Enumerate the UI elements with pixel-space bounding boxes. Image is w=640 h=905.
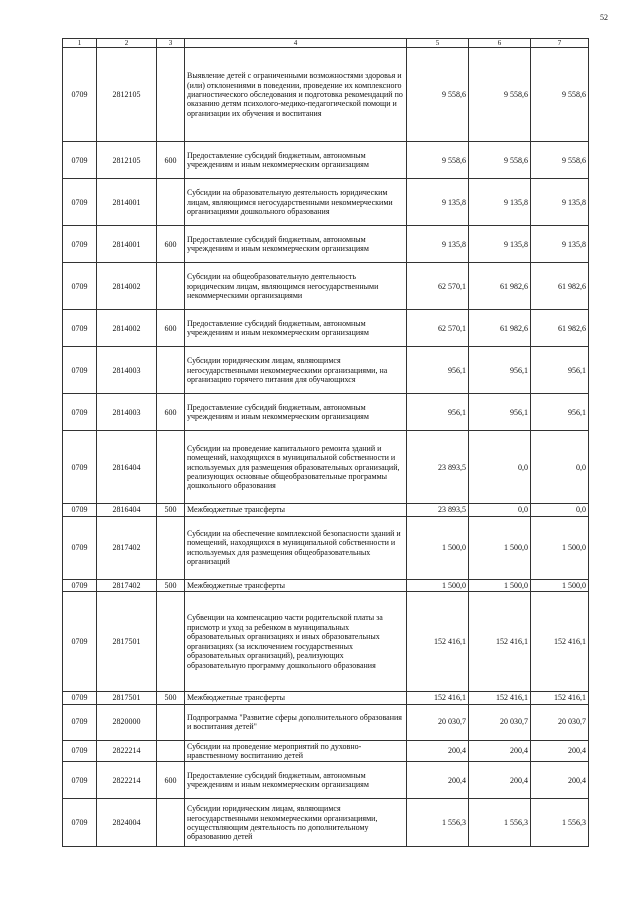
amount-year1-cell: 62 570,1 xyxy=(407,263,469,310)
target-article-cell: 2817501 xyxy=(97,692,157,704)
description-cell: Предоставление субсидий бюджетным, автономным учреждениям и иным некоммерческим организациям xyxy=(185,310,407,347)
description-cell: Межбюджетные трансферты xyxy=(185,504,407,516)
amount-year1-cell: 23 893,5 xyxy=(407,504,469,516)
description-cell: Субсидии на общеобразовательную деятельность юридическим лицам, являющимся негосударственными некоммерческими организациями xyxy=(185,263,407,310)
table-row xyxy=(63,704,589,740)
amount-year2-cell: 152 416,1 xyxy=(469,692,531,704)
description-cell: Предоставление субсидий бюджетным, автономным учреждениям и иным некоммерческим организациям xyxy=(185,762,407,799)
header-cell: 7 xyxy=(531,39,589,48)
section-code-cell: 0709 xyxy=(63,347,97,394)
table-row xyxy=(63,762,589,799)
amount-year1-cell: 20 030,7 xyxy=(407,704,469,740)
table-row xyxy=(63,48,589,142)
amount-year1-cell: 9 135,8 xyxy=(407,179,469,226)
amount-year3-cell: 1 556,3 xyxy=(531,799,589,847)
target-article-cell: 2816404 xyxy=(97,431,157,504)
amount-year1-cell: 23 893,5 xyxy=(407,431,469,504)
amount-year3-cell: 956,1 xyxy=(531,394,589,431)
target-article-cell: 2822214 xyxy=(97,762,157,799)
description-cell: Субсидии юридическим лицам, являющимся негосударственными некоммерческими организациями, осуществляющим деятельность по дополнительному образованию детей xyxy=(185,799,407,847)
section-code-cell: 0709 xyxy=(63,431,97,504)
amount-year2-cell: 200,4 xyxy=(469,740,531,762)
amount-year1-cell: 152 416,1 xyxy=(407,592,469,692)
amount-year3-cell: 152 416,1 xyxy=(531,692,589,704)
table-row xyxy=(63,692,589,704)
amount-year2-cell: 152 416,1 xyxy=(469,592,531,692)
section-code-cell: 0709 xyxy=(63,226,97,263)
table-row xyxy=(63,310,589,347)
amount-year1-cell: 1 500,0 xyxy=(407,579,469,591)
amount-year3-cell: 9 558,6 xyxy=(531,48,589,142)
expense-type-cell: 600 xyxy=(157,142,185,179)
expense-type-cell: 600 xyxy=(157,310,185,347)
amount-year2-cell: 956,1 xyxy=(469,394,531,431)
table-row xyxy=(63,579,589,591)
amount-year1-cell: 200,4 xyxy=(407,740,469,762)
table-row xyxy=(63,226,589,263)
amount-year3-cell: 20 030,7 xyxy=(531,704,589,740)
table-row xyxy=(63,516,589,579)
amount-year1-cell: 956,1 xyxy=(407,347,469,394)
amount-year1-cell: 9 135,8 xyxy=(407,226,469,263)
section-code-cell: 0709 xyxy=(63,310,97,347)
section-code-cell: 0709 xyxy=(63,762,97,799)
section-code-cell: 0709 xyxy=(63,799,97,847)
target-article-cell: 2812105 xyxy=(97,48,157,142)
target-article-cell: 2817402 xyxy=(97,579,157,591)
expense-type-cell: 600 xyxy=(157,226,185,263)
amount-year2-cell: 61 982,6 xyxy=(469,263,531,310)
description-cell: Субсидии на обеспечение комплексной безопасности зданий и помещений, находящихся в муниципальной собственности и используемых для размещения общеобразовательных организаций xyxy=(185,516,407,579)
expense-type-cell xyxy=(157,431,185,504)
expense-type-cell: 600 xyxy=(157,762,185,799)
header-cell: 3 xyxy=(157,39,185,48)
amount-year2-cell: 61 982,6 xyxy=(469,310,531,347)
amount-year2-cell: 1 500,0 xyxy=(469,516,531,579)
amount-year3-cell: 956,1 xyxy=(531,347,589,394)
amount-year1-cell: 1 556,3 xyxy=(407,799,469,847)
expense-type-cell: 600 xyxy=(157,394,185,431)
amount-year3-cell: 0,0 xyxy=(531,431,589,504)
section-code-cell: 0709 xyxy=(63,48,97,142)
amount-year2-cell: 956,1 xyxy=(469,347,531,394)
amount-year3-cell: 9 135,8 xyxy=(531,179,589,226)
description-cell: Межбюджетные трансферты xyxy=(185,579,407,591)
expense-type-cell: 500 xyxy=(157,504,185,516)
section-code-cell: 0709 xyxy=(63,504,97,516)
amount-year3-cell: 152 416,1 xyxy=(531,592,589,692)
header-cell: 1 xyxy=(63,39,97,48)
expense-type-cell xyxy=(157,263,185,310)
target-article-cell: 2822214 xyxy=(97,740,157,762)
target-article-cell: 2814001 xyxy=(97,179,157,226)
amount-year2-cell: 9 135,8 xyxy=(469,179,531,226)
section-code-cell: 0709 xyxy=(63,592,97,692)
header-row xyxy=(63,39,589,48)
section-code-cell: 0709 xyxy=(63,142,97,179)
section-code-cell: 0709 xyxy=(63,740,97,762)
amount-year2-cell: 200,4 xyxy=(469,762,531,799)
table-row xyxy=(63,504,589,516)
amount-year2-cell: 9 558,6 xyxy=(469,48,531,142)
header-cell: 6 xyxy=(469,39,531,48)
expense-type-cell xyxy=(157,592,185,692)
amount-year3-cell: 9 558,6 xyxy=(531,142,589,179)
expense-type-cell: 500 xyxy=(157,692,185,704)
header-cell: 5 xyxy=(407,39,469,48)
table-row xyxy=(63,142,589,179)
table-row xyxy=(63,799,589,847)
description-cell: Подпрограмма "Развитие сферы дополнительного образования и воспитания детей" xyxy=(185,704,407,740)
expense-type-cell xyxy=(157,740,185,762)
table-row xyxy=(63,263,589,310)
expense-type-cell: 500 xyxy=(157,579,185,591)
amount-year1-cell: 9 558,6 xyxy=(407,142,469,179)
target-article-cell: 2817402 xyxy=(97,516,157,579)
page-number: 52 xyxy=(600,13,608,22)
description-cell: Предоставление субсидий бюджетным, автономным учреждениям и иным некоммерческим организациям xyxy=(185,142,407,179)
section-code-cell: 0709 xyxy=(63,579,97,591)
description-cell: Межбюджетные трансферты xyxy=(185,692,407,704)
expense-type-cell xyxy=(157,48,185,142)
description-cell: Субсидии на проведение мероприятий по духовно-нравственному воспитанию детей xyxy=(185,740,407,762)
target-article-cell: 2814003 xyxy=(97,394,157,431)
amount-year2-cell: 0,0 xyxy=(469,504,531,516)
table-row xyxy=(63,431,589,504)
expense-type-cell xyxy=(157,179,185,226)
amount-year3-cell: 61 982,6 xyxy=(531,263,589,310)
section-code-cell: 0709 xyxy=(63,394,97,431)
target-article-cell: 2814001 xyxy=(97,226,157,263)
amount-year3-cell: 1 500,0 xyxy=(531,516,589,579)
table-row xyxy=(63,592,589,692)
amount-year2-cell: 9 135,8 xyxy=(469,226,531,263)
amount-year2-cell: 0,0 xyxy=(469,431,531,504)
section-code-cell: 0709 xyxy=(63,179,97,226)
target-article-cell: 2824004 xyxy=(97,799,157,847)
amount-year1-cell: 62 570,1 xyxy=(407,310,469,347)
amount-year1-cell: 956,1 xyxy=(407,394,469,431)
target-article-cell: 2817501 xyxy=(97,592,157,692)
table-row xyxy=(63,394,589,431)
target-article-cell: 2814003 xyxy=(97,347,157,394)
section-code-cell: 0709 xyxy=(63,263,97,310)
target-article-cell: 2820000 xyxy=(97,704,157,740)
amount-year3-cell: 200,4 xyxy=(531,740,589,762)
header-cell: 2 xyxy=(97,39,157,48)
expense-type-cell xyxy=(157,704,185,740)
expense-type-cell xyxy=(157,799,185,847)
budget-table xyxy=(62,38,589,847)
section-code-cell: 0709 xyxy=(63,692,97,704)
target-article-cell: 2812105 xyxy=(97,142,157,179)
amount-year1-cell: 152 416,1 xyxy=(407,692,469,704)
amount-year2-cell: 1 556,3 xyxy=(469,799,531,847)
amount-year2-cell: 20 030,7 xyxy=(469,704,531,740)
section-code-cell: 0709 xyxy=(63,704,97,740)
amount-year3-cell: 200,4 xyxy=(531,762,589,799)
expense-type-cell xyxy=(157,347,185,394)
expense-type-cell xyxy=(157,516,185,579)
amount-year2-cell: 9 558,6 xyxy=(469,142,531,179)
description-cell: Предоставление субсидий бюджетным, автономным учреждениям и иным некоммерческим организациям xyxy=(185,226,407,263)
section-code-cell: 0709 xyxy=(63,516,97,579)
target-article-cell: 2814002 xyxy=(97,310,157,347)
table-row xyxy=(63,347,589,394)
description-cell: Предоставление субсидий бюджетным, автономным учреждениям и иным некоммерческим организациям xyxy=(185,394,407,431)
target-article-cell: 2816404 xyxy=(97,504,157,516)
amount-year2-cell: 1 500,0 xyxy=(469,579,531,591)
description-cell: Субвенции на компенсацию части родительской платы за присмотр и уход за ребенком в муниципальных образовательных организациях и иных образовательных организациях (за исключением государственных образовательных организаций), реализующих образовательную программу дошкольного образования xyxy=(185,592,407,692)
description-cell: Субсидии на образовательную деятельность юридическим лицам, являющимся негосударственными некоммерческими организациями дошкольного образования xyxy=(185,179,407,226)
table-row xyxy=(63,740,589,762)
amount-year1-cell: 1 500,0 xyxy=(407,516,469,579)
description-cell: Субсидии на проведение капитального ремонта зданий и помещений, находящихся в муниципальной собственности и используемых для размещения образовательных организаций, реализующих основные общеобразовательные программы дошкольного образования xyxy=(185,431,407,504)
amount-year1-cell: 200,4 xyxy=(407,762,469,799)
target-article-cell: 2814002 xyxy=(97,263,157,310)
amount-year1-cell: 9 558,6 xyxy=(407,48,469,142)
description-cell: Субсидии юридическим лицам, являющимся негосударственными некоммерческими организациями, на организацию горячего питания для обучающихся xyxy=(185,347,407,394)
table-row xyxy=(63,179,589,226)
description-cell: Выявление детей с ограниченными возможностями здоровья и (или) отклонениями в поведении, проведение их комплексного диагностического обследования и подготовка рекомендаций по оказанию детям психолого-медико-педагогической помощи и организации их обучения и воспитания xyxy=(185,48,407,142)
amount-year3-cell: 61 982,6 xyxy=(531,310,589,347)
amount-year3-cell: 0,0 xyxy=(531,504,589,516)
amount-year3-cell: 1 500,0 xyxy=(531,579,589,591)
header-cell: 4 xyxy=(185,39,407,48)
amount-year3-cell: 9 135,8 xyxy=(531,226,589,263)
